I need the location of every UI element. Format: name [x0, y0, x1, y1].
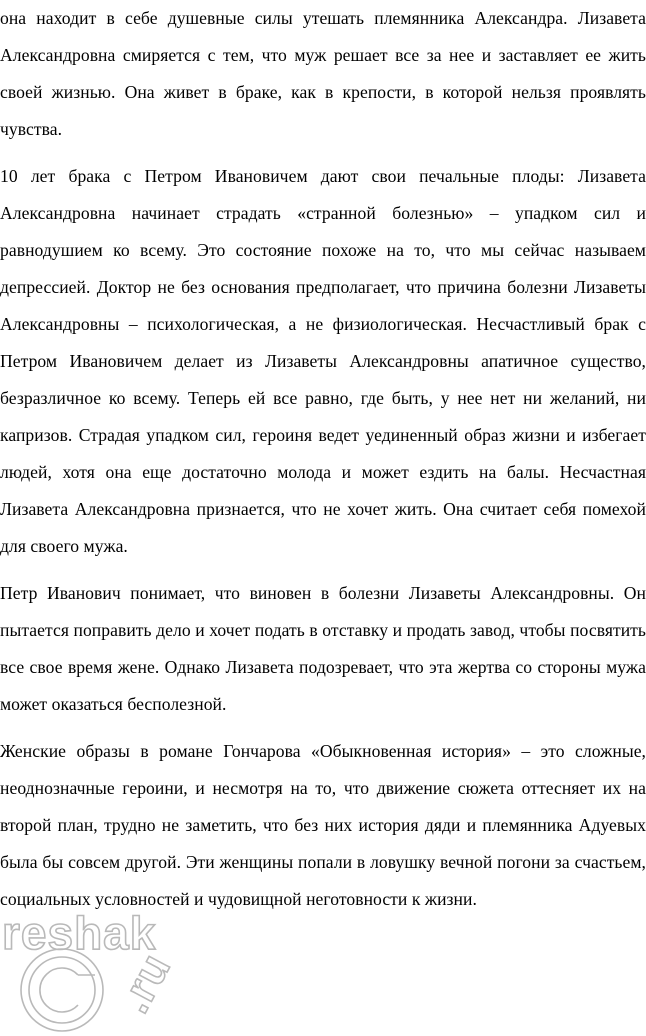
watermark — [0, 905, 230, 1036]
paragraph-2: 10 лет брака с Петром Ивановичем дают свои печальные плоды: Лизавета Александровна начинает страдать «странной болезнью» – упадком сил и равнодушием ко всему. Это состояние похоже на то, что мы сейчас называем депрессией. Доктор не без основания предполагает, что причина болезни Лизаветы Александровны – психологическая, а не физиологическая. Несчастливый брак с Петром Ивановичем делает из Лизаветы Александровны апатичное существо, безразличное ко всему. Теперь ей все равно, где быть, у нее нет ни желаний, ни капризов. Страдая упадком сил, героиня ведет уединенный образ жизни и избегает людей, хотя она еще достаточно молода и может ездить на балы. Несчастная Лизавета Александровна признается, что не хочет жить. Она считает себя помехой для своего мужа. — [0, 166, 646, 556]
paragraph-1: она находит в себе душевные силы утешать племянника Александра. Лизавета Александровна смиряется с тем, что муж решает все за нее и заставляет ее жить своей жизнью. Она живет в браке, как в крепости, в которой нельзя проявлять чувства. — [0, 8, 646, 139]
paragraph-3: Петр Иванович понимает, что виновен в болезни Лизаветы Александровны. Он пытается поправить дело и хочет подать в отставку и продать завод, чтобы посвятить все свое время жене. Однако Лизавета подозревает, что эта жертва со стороны мужа может оказаться бесполезной. — [0, 583, 646, 714]
paragraph-4: Женские образы в романе Гончарова «Обыкновенная история» – это сложные, неоднозначные героини, и несмотря на то, что движение сюжета оттесняет их на второй план, трудно не заметить, что без них история дяди и племянника Адуевых была бы совсем другой. Эти женщины попали в ловушку вечной погони за счастьем, социальных условностей и чудовищной неготовности к жизни. — [0, 741, 646, 909]
watermark-copyright-icon — [21, 949, 103, 1031]
watermark-domain-text: .ru — [109, 945, 181, 1021]
watermark-brand-text: reshak — [2, 907, 157, 959]
